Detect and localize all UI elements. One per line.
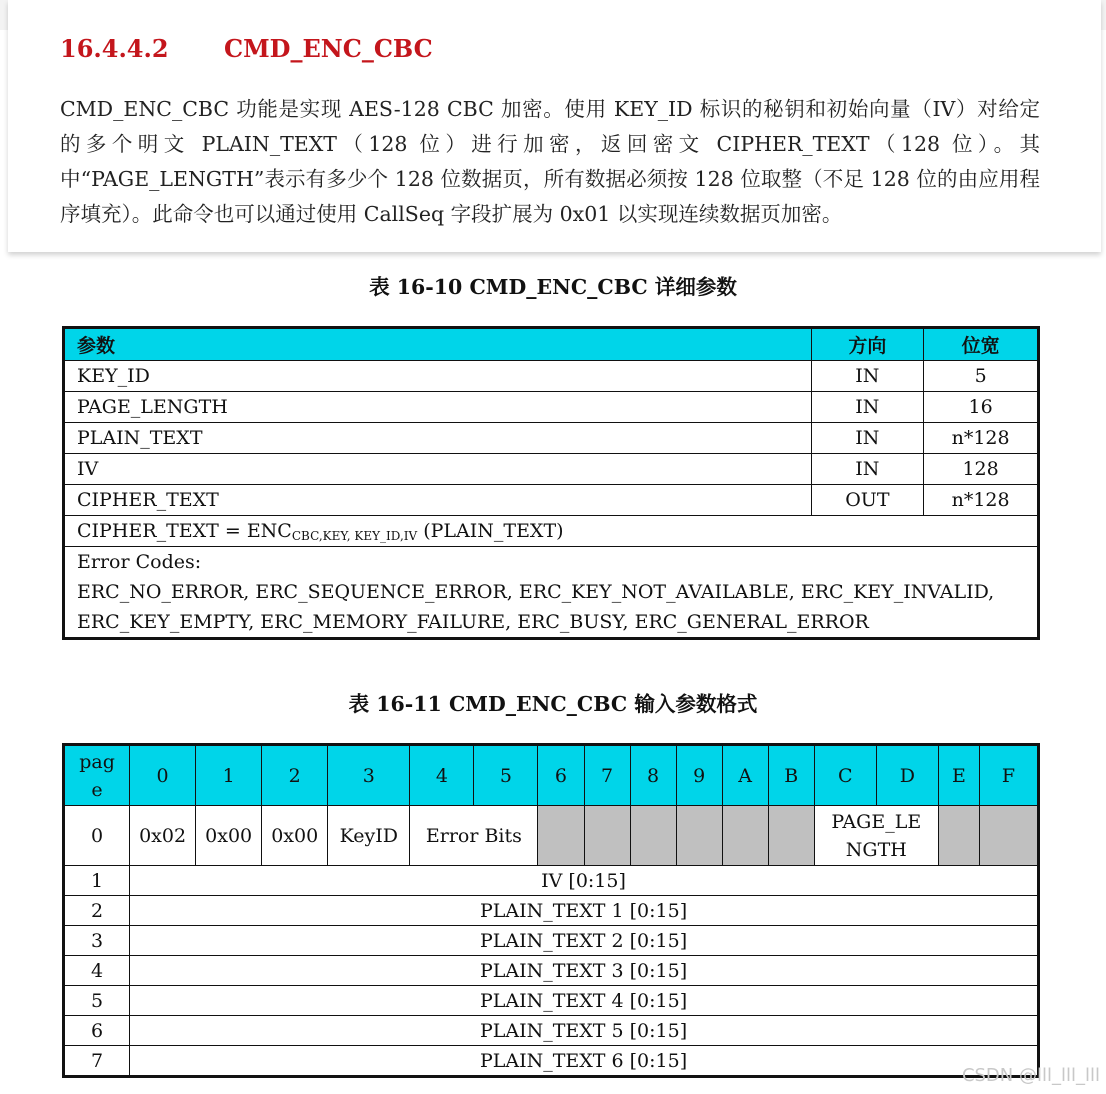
table-row [64, 1046, 1039, 1077]
column-header: 1 [196, 745, 262, 806]
page-content: PLAIN_TEXT 6 [0:15] [130, 1046, 1039, 1077]
page-number: 6 [64, 1016, 130, 1046]
param-direction: OUT [811, 485, 924, 516]
table-row [64, 392, 1039, 423]
byte-0: 0x02 [130, 806, 196, 866]
column-header: 8 [630, 745, 676, 806]
table-row [64, 866, 1039, 896]
param-name: PLAIN_TEXT [64, 423, 812, 454]
page-length-line: NGTH [845, 838, 907, 861]
error-codes-cell [64, 547, 1039, 639]
param-width: 128 [924, 454, 1039, 485]
section-paragraph: CMD_ENC_CBC 功能是实现 AES-128 CBC 加密。使用 KEY_ID 标识的秘钥和初始向量（IV）对给定的多个明文 PLAIN_TEXT（128 位）进行加密，返回密文 CIPHER_TEXT（128 位）。其中“PAGE_LENGTH”表示有多少个 128 位数据页，所有数据必须按 128 位取整（不足 128 位的由应用程序填充）。此命令也可以通过使用 CallSeq 字段扩展为 0x01 以实现连续数据页加密。 [60, 97, 1040, 226]
param-direction: IN [811, 361, 924, 392]
param-width: 5 [924, 361, 1039, 392]
column-header: 6 [538, 745, 584, 806]
page-content: PLAIN_TEXT 4 [0:15] [130, 986, 1039, 1016]
column-header: 0 [130, 745, 196, 806]
param-name: CIPHER_TEXT [64, 485, 812, 516]
formula-cell [64, 516, 1039, 547]
page-number: 2 [64, 896, 130, 926]
page-number: 0 [64, 806, 130, 866]
table-row [64, 454, 1039, 485]
page-content: IV [0:15] [130, 866, 1039, 896]
byte-2: 0x00 [262, 806, 328, 866]
table-row [64, 1016, 1039, 1046]
parameters-table [62, 326, 1040, 640]
param-name: IV [64, 454, 812, 485]
error-codes-row [64, 547, 1039, 639]
reserved-cell [630, 806, 676, 866]
section-card [8, 0, 1101, 252]
param-name: PAGE_LENGTH [64, 392, 812, 423]
reserved-cell [722, 806, 768, 866]
formula-row [64, 516, 1039, 547]
page-label: e [91, 778, 103, 801]
column-header: B [768, 745, 814, 806]
param-direction: IN [811, 423, 924, 454]
column-header: C [814, 745, 876, 806]
page-length [814, 806, 938, 866]
table-row [64, 806, 1039, 866]
column-header: 7 [584, 745, 630, 806]
column-header: A [722, 745, 768, 806]
section-title: CMD_ENC_CBC [224, 34, 433, 63]
error-bits: Error Bits [410, 806, 538, 866]
page-number: 3 [64, 926, 130, 956]
table-header-row [64, 328, 1039, 361]
header-direction: 方向 [811, 328, 924, 361]
formula-subscript: CBC,KEY, KEY_ID,IV [291, 528, 418, 543]
reserved-cell [676, 806, 722, 866]
table-row [64, 956, 1039, 986]
column-header: 9 [676, 745, 722, 806]
param-width: n*128 [924, 485, 1039, 516]
param-width: n*128 [924, 423, 1039, 454]
table-row [64, 926, 1039, 956]
page-label: pag [79, 750, 115, 773]
page-content: PLAIN_TEXT 5 [0:15] [130, 1016, 1039, 1046]
reserved-cell [768, 806, 814, 866]
byte-1: 0x00 [196, 806, 262, 866]
column-header: E [938, 745, 979, 806]
error-codes-line: ERC_KEY_EMPTY, ERC_MEMORY_FAILURE, ERC_BUSY, ERC_GENERAL_ERROR [77, 611, 869, 633]
formula-prefix: CIPHER_TEXT = ENC [77, 519, 292, 542]
page-content: PLAIN_TEXT 1 [0:15] [130, 896, 1039, 926]
table-row [64, 361, 1039, 392]
header-page [64, 745, 130, 806]
reserved-cell [584, 806, 630, 866]
page-content: PLAIN_TEXT 2 [0:15] [130, 926, 1039, 956]
page-content: PLAIN_TEXT 3 [0:15] [130, 956, 1039, 986]
input-format-table [62, 743, 1040, 1078]
byte-3-keyid: KeyID [328, 806, 410, 866]
table-row [64, 986, 1039, 1016]
table1-caption: 表 16-10 CMD_ENC_CBC 详细参数 [369, 275, 737, 299]
column-header: 3 [328, 745, 410, 806]
error-codes-line: ERC_NO_ERROR, ERC_SEQUENCE_ERROR, ERC_KEY_NOT_AVAILABLE, ERC_KEY_INVALID, [77, 581, 995, 603]
table-header-row [64, 745, 1039, 806]
header-param: 参数 [64, 328, 812, 361]
section-number: 16.4.4.2 [60, 34, 169, 63]
table2-caption: 表 16-11 CMD_ENC_CBC 输入参数格式 [348, 692, 758, 716]
column-header: 2 [262, 745, 328, 806]
watermark: CSDN @lll_lll_lll [961, 1065, 1100, 1086]
column-header: 4 [410, 745, 474, 806]
param-direction: IN [811, 392, 924, 423]
table-row [64, 896, 1039, 926]
page-number: 4 [64, 956, 130, 986]
reserved-cell [938, 806, 979, 866]
param-direction: IN [811, 454, 924, 485]
param-name: KEY_ID [64, 361, 812, 392]
reserved-cell [538, 806, 584, 866]
page-number: 5 [64, 986, 130, 1016]
column-header: D [876, 745, 938, 806]
page-number: 1 [64, 866, 130, 896]
reserved-cell [979, 806, 1038, 866]
error-codes-label: Error Codes: [77, 551, 202, 573]
column-header: 5 [474, 745, 538, 806]
param-width: 16 [924, 392, 1039, 423]
table-row [64, 423, 1039, 454]
column-header: F [979, 745, 1038, 806]
page-number: 7 [64, 1046, 130, 1077]
page-length-line: PAGE_LE [831, 810, 922, 833]
header-width: 位宽 [924, 328, 1039, 361]
table-row [64, 485, 1039, 516]
formula-suffix: (PLAIN_TEXT) [417, 519, 564, 542]
